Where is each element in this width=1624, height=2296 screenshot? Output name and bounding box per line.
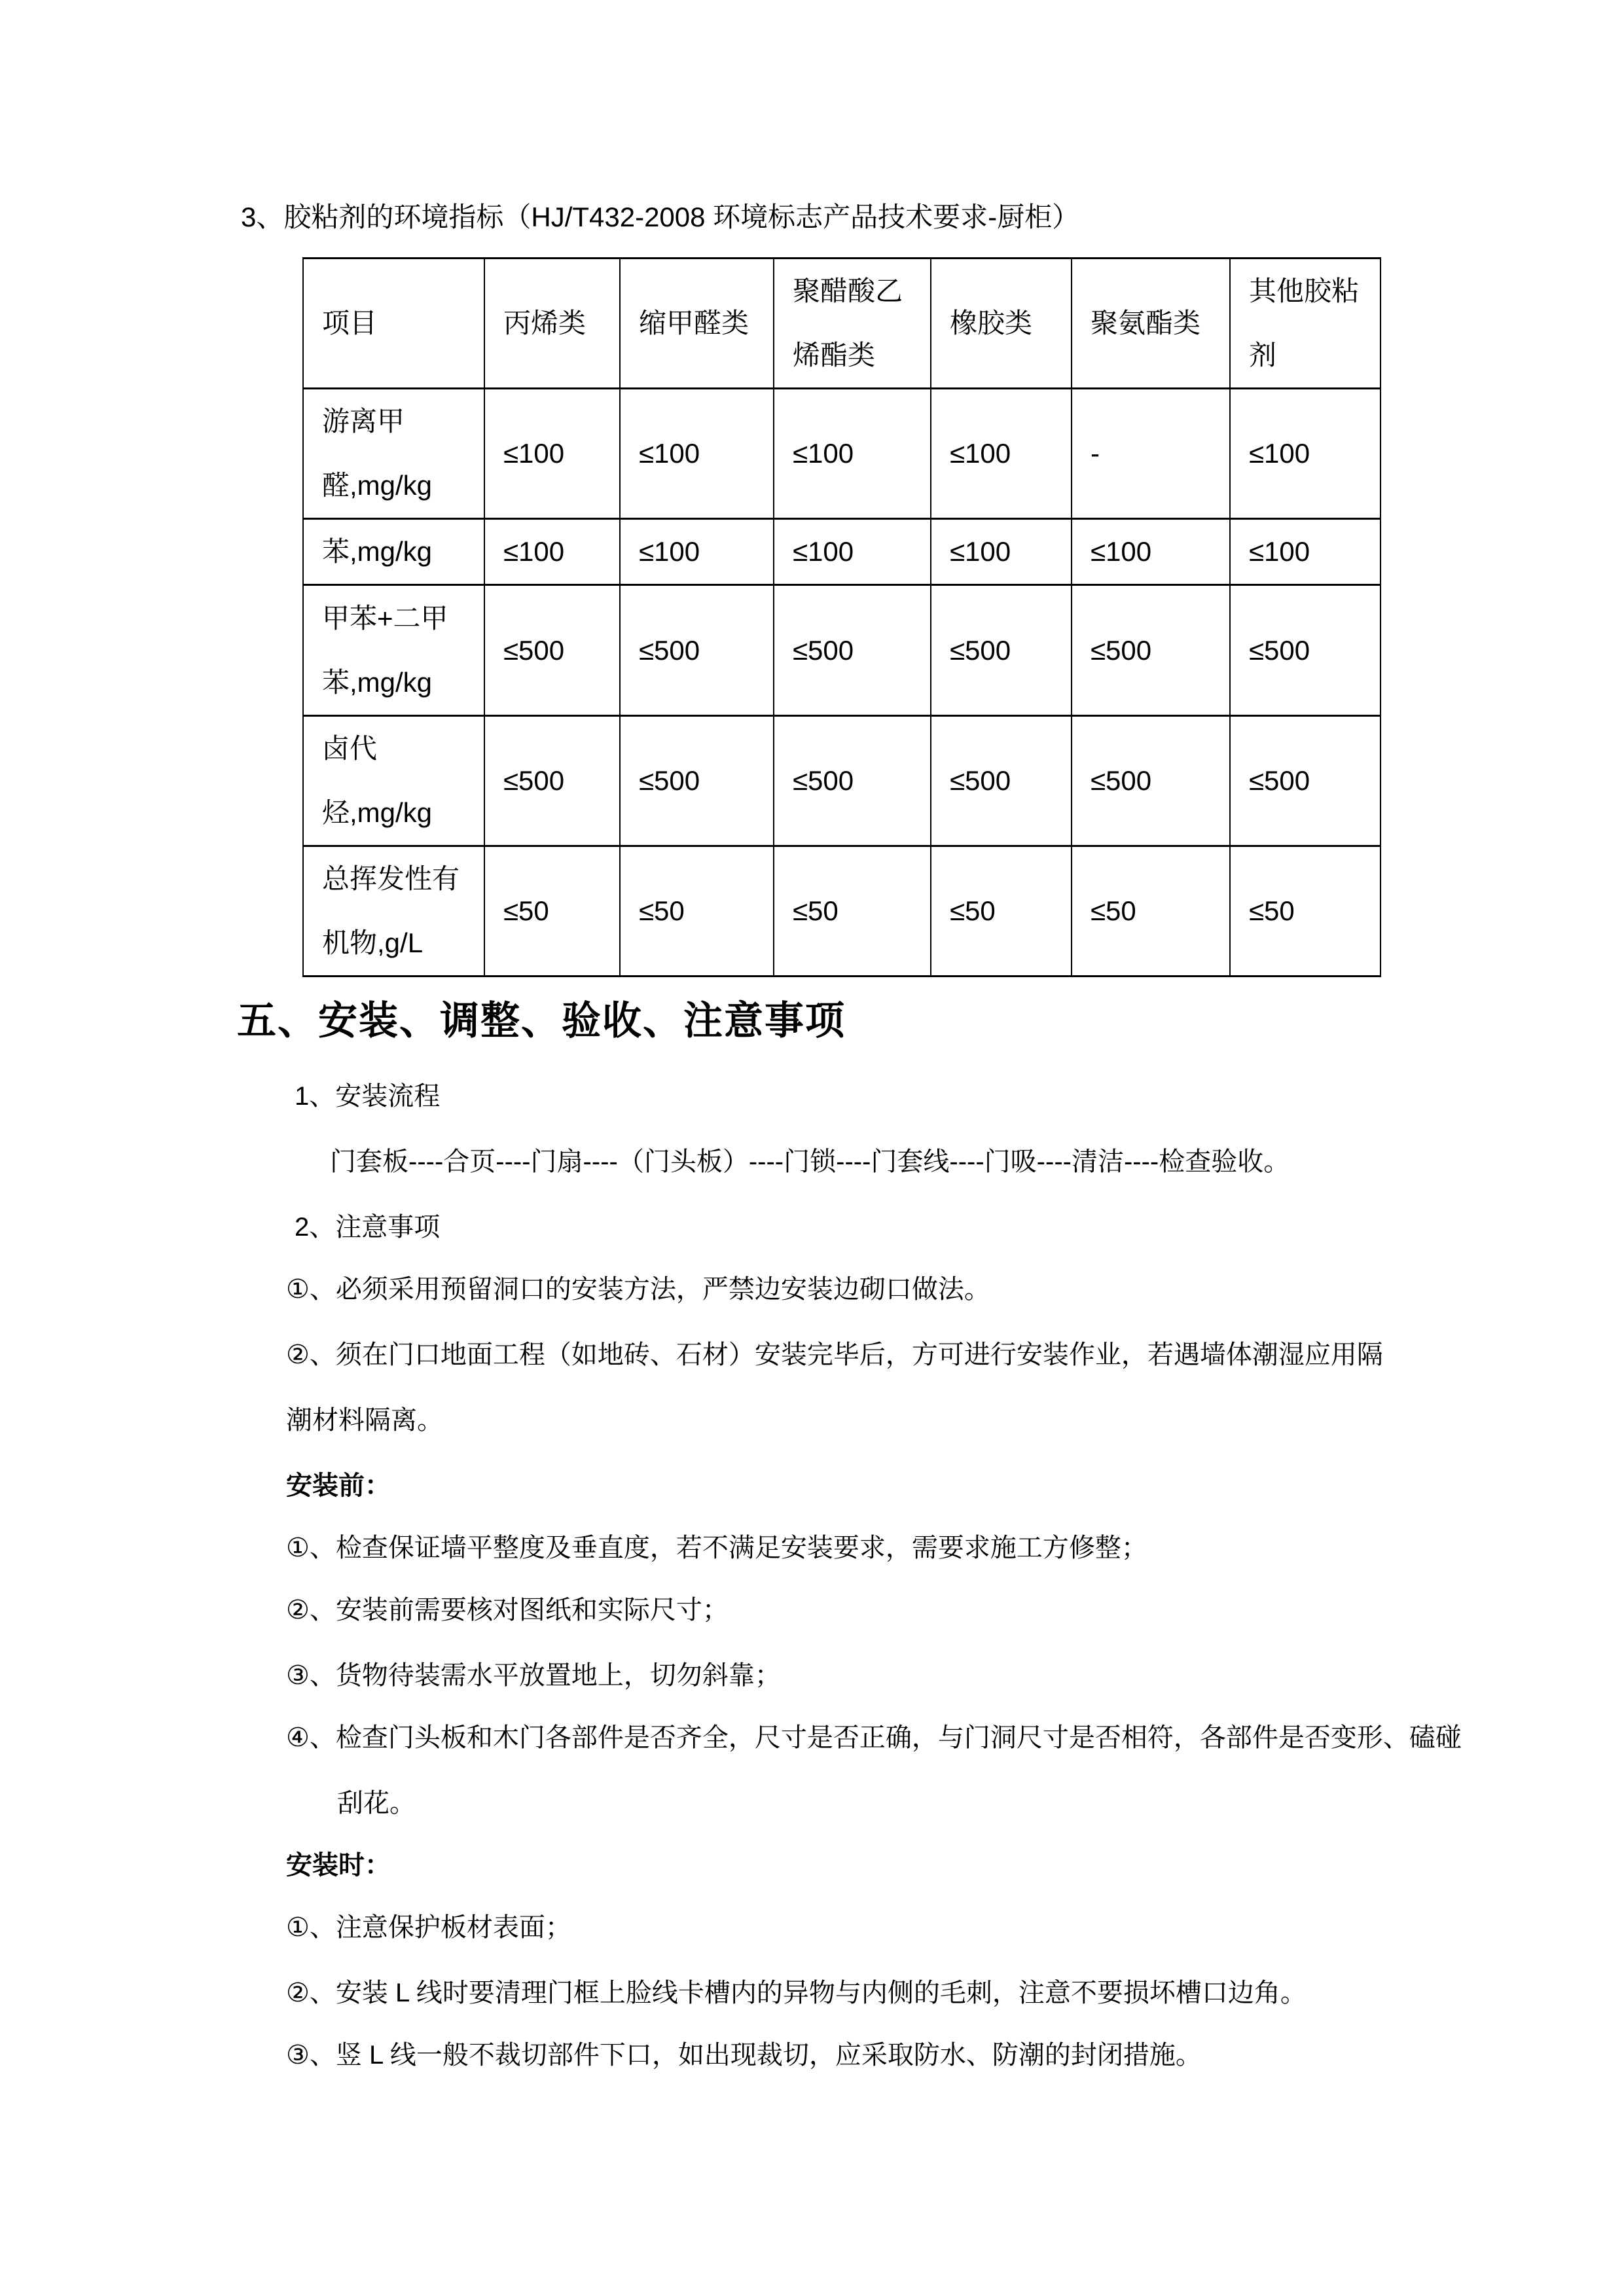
row-label: 游离甲醛,mg/kg xyxy=(303,389,484,519)
row-free-formaldehyde xyxy=(303,389,1380,519)
table-cell: ≤500 xyxy=(774,716,931,846)
header-cell-rubber: 橡胶类 xyxy=(931,259,1072,389)
header-cell-item: 项目 xyxy=(303,259,484,389)
table-cell: ≤100 xyxy=(484,389,620,519)
table-cell: ≤100 xyxy=(774,389,931,519)
row-halogenated-hydrocarbons xyxy=(303,716,1380,846)
note-item-1: ①、必须采用预留洞口的安装方法，严禁边安装边砌口做法。 xyxy=(286,1275,990,1304)
table-cell: ≤100 xyxy=(1230,519,1380,585)
table-cell: ≤50 xyxy=(1072,846,1230,977)
table-cell: ≤500 xyxy=(620,716,774,846)
row-tvoc xyxy=(303,846,1380,977)
before-item-2: ②、安装前需要核对图纸和实际尺寸； xyxy=(286,1596,729,1624)
table-cell: ≤100 xyxy=(1072,519,1230,585)
section-3-title: 3、胶粘剂的环境指标（HJ/T432-2008 环境标志产品技术要求-厨柜） xyxy=(241,202,1080,232)
table-cell: ≤100 xyxy=(774,519,931,585)
row-label: 甲苯+二甲苯,mg/kg xyxy=(303,585,484,716)
row-label: 卤代烃,mg/kg xyxy=(303,716,484,846)
before-item-3: ③、货物待装需水平放置地上，切勿斜靠； xyxy=(286,1661,781,1690)
table-cell: ≤500 xyxy=(1072,716,1230,846)
table-cell: ≤50 xyxy=(931,846,1072,977)
row-label: 苯,mg/kg xyxy=(303,519,484,585)
during-item-2: ②、安装 L 线时要清理门框上脸线卡槽内的异物与内侧的毛刺，注意不要损坏槽口边角。 xyxy=(286,1979,1307,2007)
note-item-2: ②、须在门口地面工程（如地砖、石材）安装完毕后，方可进行安装作业，若遇墙体潮湿应用隔潮材料隔离。 xyxy=(286,1340,1383,1435)
table-cell: ≤100 xyxy=(620,389,774,519)
install-flow-title: 1、安装流程 xyxy=(295,1082,441,1111)
table-cell: ≤50 xyxy=(1230,846,1380,977)
header-cell-acrylic: 丙烯类 xyxy=(484,259,620,389)
table-cell: ≤100 xyxy=(1230,389,1380,519)
table-cell: ≤50 xyxy=(774,846,931,977)
table-header-row xyxy=(303,259,1380,389)
table-cell: ≤100 xyxy=(620,519,774,585)
table-cell: ≤500 xyxy=(1230,585,1380,716)
table-cell: ≤500 xyxy=(931,716,1072,846)
table-cell: ≤100 xyxy=(931,519,1072,585)
install-flow-sequence: 门套板----合页----门扇----（门头板）----门锁----门套线----门吸----清洁----检查验收。 xyxy=(330,1147,1290,1176)
table-cell: ≤50 xyxy=(484,846,620,977)
during-install-title: 安装时： xyxy=(286,1851,391,1880)
row-label: 总挥发性有机物,g/L xyxy=(303,846,484,977)
table-cell: ≤50 xyxy=(620,846,774,977)
before-install-title: 安装前： xyxy=(286,1471,391,1500)
row-toluene-xylene xyxy=(303,585,1380,716)
table-cell: ≤500 xyxy=(1072,585,1230,716)
row-benzene xyxy=(303,519,1380,585)
during-item-3: ③、竖 L 线一般不裁切部件下口，如出现裁切，应采取防水、防潮的封闭措施。 xyxy=(286,2041,1202,2070)
table-cell: ≤100 xyxy=(931,389,1072,519)
before-item-1: ①、检查保证墙平整度及垂直度，若不满足安装要求，需要求施工方修整； xyxy=(286,1534,1147,1562)
table-cell: ≤500 xyxy=(1230,716,1380,846)
header-cell-other-adhesives: 其他胶粘剂 xyxy=(1230,259,1380,389)
table-cell: ≤500 xyxy=(931,585,1072,716)
header-cell-polyurethane: 聚氨酯类 xyxy=(1072,259,1230,389)
table-cell: ≤500 xyxy=(484,585,620,716)
table-cell: ≤500 xyxy=(484,716,620,846)
header-cell-pvac: 聚醋酸乙烯酯类 xyxy=(774,259,931,389)
notes-title: 2、注意事项 xyxy=(295,1213,441,1242)
adhesive-env-table xyxy=(302,257,1381,977)
section-5-heading: 五、安装、调整、验收、注意事项 xyxy=(237,999,846,1043)
table-cell: - xyxy=(1072,389,1230,519)
header-cell-formaldehyde-condensate: 缩甲醛类 xyxy=(620,259,774,389)
during-item-1: ①、注意保护板材表面； xyxy=(286,1913,571,1942)
before-item-4: ④、检查门头板和木门各部件是否齐全，尺寸是否正确，与门洞尺寸是否相符，各部件是否变形、磕碰刮花。 xyxy=(286,1723,1462,1818)
table-cell: ≤500 xyxy=(620,585,774,716)
table-cell: ≤500 xyxy=(774,585,931,716)
table-cell: ≤100 xyxy=(484,519,620,585)
